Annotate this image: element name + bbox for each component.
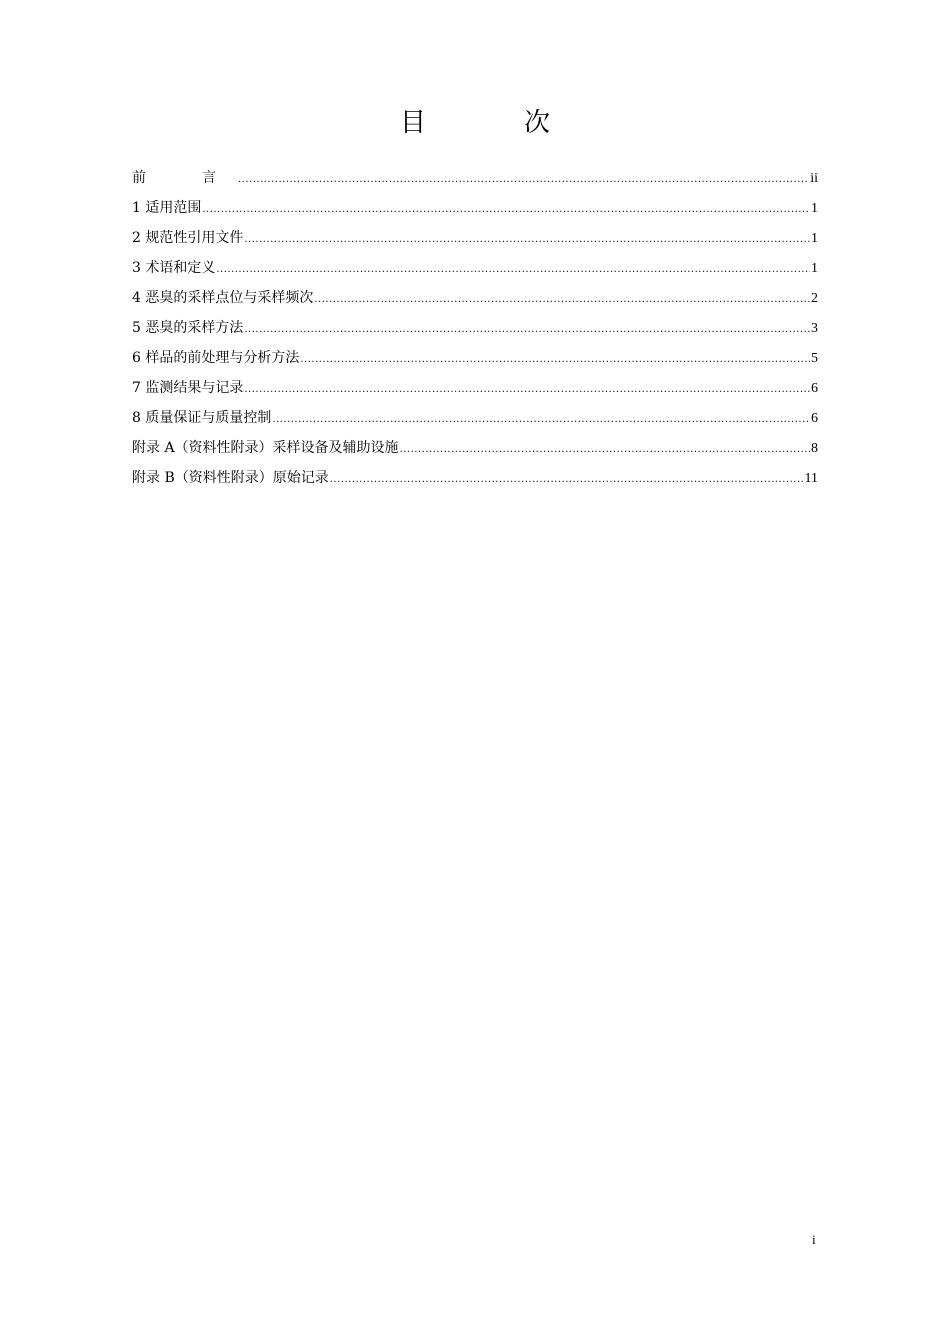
toc-entry-label: 1 适用范围 [132, 200, 202, 216]
toc-entry-label: 3 术语和定义 [132, 260, 216, 276]
toc-dot-leader [238, 165, 809, 195]
toc-entry-appendix-b[interactable] [132, 463, 818, 493]
toc-entry-sampling-points[interactable] [132, 283, 818, 313]
toc-entry-appendix-a[interactable] [132, 433, 818, 463]
toc-entry-label: 5 恶臭的采样方法 [132, 320, 244, 336]
toc-entry-label: 8 质量保证与质量控制 [132, 410, 272, 426]
page-title: 目 次 [399, 108, 586, 138]
toc-dot-leader [216, 255, 810, 285]
toc-entry-label: 7 监测结果与记录 [132, 380, 244, 396]
page-number: i [812, 1232, 816, 1247]
toc-entry-label: 附录 B（资料性附录）原始记录 [132, 470, 329, 486]
toc-entry-page: 8 [811, 441, 818, 456]
toc-entry-label: 6 样品的前处理与分析方法 [132, 350, 300, 366]
toc-dot-leader [244, 315, 810, 345]
toc-entry-page: 11 [804, 471, 818, 486]
toc-entry-label: 4 恶臭的采样点位与采样频次 [132, 290, 314, 306]
toc-entry-scope[interactable] [132, 193, 818, 223]
toc-entry-foreword[interactable] [132, 163, 818, 193]
toc-dot-leader [400, 435, 810, 465]
toc-entry-page: 3 [811, 321, 818, 336]
toc-dot-leader [202, 195, 810, 225]
toc-entry-normative-references[interactable] [132, 223, 818, 253]
toc-dot-leader [330, 465, 804, 495]
toc-entry-terms-definitions[interactable] [132, 253, 818, 283]
toc-entry-quality-assurance[interactable] [132, 403, 818, 433]
toc-entry-page: 1 [811, 261, 818, 276]
toc-entry-page: 6 [811, 411, 818, 426]
toc-dot-leader [314, 285, 810, 315]
toc-entry-label: 2 规范性引用文件 [132, 230, 244, 246]
toc-entry-page: ii [810, 171, 818, 186]
toc-entry-page: 5 [811, 351, 818, 366]
toc-entry-sampling-methods[interactable] [132, 313, 818, 343]
toc-dot-leader [244, 375, 810, 405]
table-of-contents [132, 163, 818, 493]
toc-dot-leader [272, 405, 810, 435]
toc-entry-page: 6 [811, 381, 818, 396]
toc-entry-label: 前 言 [132, 170, 237, 186]
toc-entry-pretreatment-analysis[interactable] [132, 343, 818, 373]
toc-entry-label: 附录 A（资料性附录）采样设备及辅助设施 [132, 440, 399, 456]
toc-entry-results-records[interactable] [132, 373, 818, 403]
toc-entry-page: 2 [811, 291, 818, 306]
toc-entry-page: 1 [811, 201, 818, 216]
toc-dot-leader [244, 225, 810, 255]
toc-entry-page: 1 [811, 231, 818, 246]
toc-dot-leader [300, 345, 810, 375]
